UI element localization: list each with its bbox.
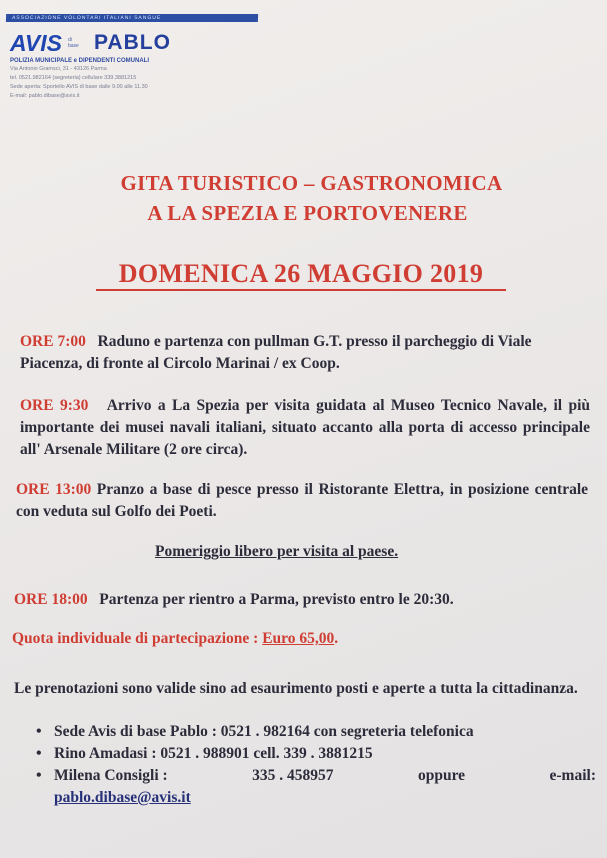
letterhead-banner: ASSOCIAZIONE VOLONTARI ITALIANI SANGUE (6, 14, 258, 22)
schedule-time-1: ORE 7:00 (20, 333, 86, 350)
return-time: ORE 18:00 (14, 591, 88, 608)
quota-line (12, 630, 338, 648)
contact-rino (36, 743, 596, 765)
contact-list (36, 721, 596, 809)
title-line-2: A LA SPEZIA E PORTOVENERE (147, 201, 468, 225)
base-tag: di base (67, 37, 79, 49)
contact-milena-or: oppure (417, 767, 466, 784)
contact-sede (36, 721, 596, 743)
return-item (14, 589, 594, 611)
bullet-icon: • (36, 767, 42, 784)
organization-subtitle: POLIZIA MUNICIPALE e DIPENDENTI COMUNALI (10, 58, 150, 64)
schedule-time-3: ORE 13:00 (16, 481, 92, 498)
contact-milena-email-label: e-mail: (549, 767, 596, 784)
contact-milena (36, 765, 596, 809)
return-text: Partenza per rientro a Parma, previsto entro le 20:30. (99, 591, 454, 608)
contact-rino-text: Rino Amadasi : 0521 . 988901 cell. 339 . 3881215 (54, 745, 373, 762)
schedule-text-3: Pranzo a base di pesce presso il Ristorante Elettra, in posizione centrale con veduta sul Golfo dei Poeti. (16, 481, 589, 520)
email-link[interactable]: pablo.dibase@avis.it (54, 789, 191, 806)
schedule-text-1: Raduno e partenza con pullman G.T. presso il parcheggio di Viale Piacenza, di fronte al Circolo Marinai / ex Coop. (20, 333, 532, 372)
address-line: Via Antonio Gramsci, 31 - 43126 Parma (10, 66, 107, 72)
contact-milena-row (54, 765, 596, 787)
quota-label: Quota individuale di partecipazione : (12, 630, 263, 647)
avis-logo: AVIS (10, 30, 62, 56)
bullet-icon: • (36, 723, 42, 740)
booking-text: Le prenotazioni sono valide sino ad esaurimento posti e aperte a tutta la cittadinanza. (14, 680, 578, 697)
event-date: DOMENICA 26 MAGGIO 2019 (96, 258, 506, 291)
schedule-time-2: ORE 9:30 (20, 397, 89, 414)
schedule-item-2 (20, 395, 590, 461)
phone-line: tel. 0521.982164 (segreteria) cellulare 339.3881215 (10, 75, 137, 81)
hours-line: Sede aperta: Sportello AVIS di base dalle 9.00 alle 11.30 (10, 84, 148, 90)
contact-milena-phone: 335 . 458957 (252, 767, 334, 784)
organization-name: PABLO (93, 31, 171, 54)
quota-suffix: . (334, 630, 339, 647)
logo-row (10, 31, 261, 55)
schedule-text-2: Arrivo a La Spezia per visita guidata al Museo Tecnico Navale, il più importante dei musei navali italiani, situato accanto alla porta di accesso principale all' Arsenale Militare (2 ore circa). (20, 397, 590, 458)
letterhead (6, 14, 261, 100)
schedule-item-3 (16, 479, 588, 523)
afternoon-note: Pomeriggio libero per visita al paese. (155, 543, 399, 560)
title-line-1: GITA TURISTICO – GASTRONOMICA (120, 171, 503, 195)
schedule-item-1 (20, 331, 585, 375)
contact-sede-text: Sede Avis di base Pablo : 0521 . 982164 con segreteria telefonica (54, 723, 474, 740)
email-line: E-mail: pablo.dibase@avis.it (10, 93, 80, 99)
contact-milena-name: Milena Consigli : (54, 767, 168, 784)
quota-amount: Euro 65,00 (262, 630, 335, 647)
bullet-icon: • (36, 745, 42, 762)
